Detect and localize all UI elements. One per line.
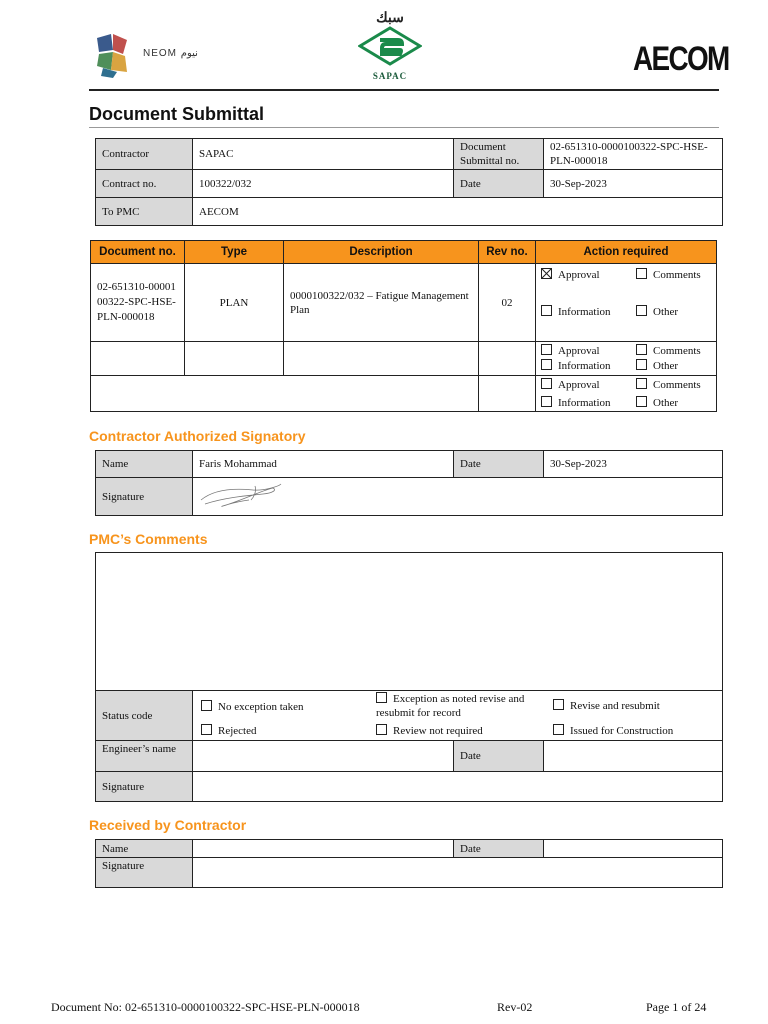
issued-for-construction-checkbox[interactable]: Issued for Construction xyxy=(553,724,673,737)
checkbox-icon xyxy=(376,724,387,735)
contractor-value: SAPAC xyxy=(193,139,454,170)
checkbox-icon xyxy=(636,344,647,355)
document-table xyxy=(90,240,717,412)
sapac-logo xyxy=(352,12,428,88)
checkbox-icon xyxy=(541,344,552,355)
checkbox-icon xyxy=(376,692,387,703)
checkbox-icon xyxy=(636,305,647,316)
received-name-label: Name xyxy=(96,840,193,858)
received-section-title: Received by Contractor xyxy=(89,817,247,833)
neom-logo xyxy=(93,30,243,80)
pmc-section-title: PMC’s Comments xyxy=(89,531,208,547)
row1-comments-checkbox[interactable]: Comments xyxy=(636,268,701,281)
footer-rev: Rev-02 xyxy=(497,1000,533,1014)
contractor-label: Contractor xyxy=(96,139,193,170)
received-date-field[interactable] xyxy=(544,840,723,858)
checkbox-icon xyxy=(541,396,552,407)
received-name-field[interactable] xyxy=(193,840,454,858)
checkbox-icon xyxy=(201,700,212,711)
footer-page: Page 1 of 24 xyxy=(646,1000,707,1014)
checkbox-icon xyxy=(541,359,552,370)
signatory-table xyxy=(95,450,723,516)
checkbox-icon xyxy=(541,378,552,389)
row1-other-checkbox[interactable]: Other xyxy=(636,305,678,318)
row1-rev: 02 xyxy=(479,264,536,342)
engineer-name-field[interactable] xyxy=(193,741,454,772)
neom-logo-text: NEOM نيوم xyxy=(143,48,198,59)
checkbox-icon xyxy=(553,699,564,710)
aecom-logo: AECOM xyxy=(633,40,729,78)
handwritten-signature xyxy=(193,478,293,512)
signatory-signature-label: Signature xyxy=(96,478,193,516)
row2-comments-checkbox[interactable]: Comments xyxy=(636,344,701,357)
signatory-name-label: Name xyxy=(96,451,193,478)
doc-submittal-value: 02-651310-0000100322-SPC-HSE-PLN-000018 xyxy=(544,139,723,170)
row1-type: PLAN xyxy=(185,264,284,342)
row1-doc-no: 02-651310-0000100322-SPC-HSE-PLN-000018 xyxy=(91,264,185,342)
to-pmc-value: AECOM xyxy=(193,198,723,226)
pmc-date-field[interactable] xyxy=(544,741,723,772)
pmc-signature-label: Signature xyxy=(96,772,193,802)
checkbox-icon xyxy=(636,268,647,279)
checkbox-icon xyxy=(553,724,564,735)
header-document-no: Document no. xyxy=(91,241,185,264)
exception-noted-checkbox[interactable]: Exception as noted revise and resubmit for record xyxy=(376,693,525,719)
date-label: Date xyxy=(454,170,544,198)
neom-emblem-icon xyxy=(93,30,131,80)
header-description: Description xyxy=(284,241,479,264)
header-action-required: Action required xyxy=(536,241,717,264)
pmc-date-label: Date xyxy=(454,741,544,772)
info-table xyxy=(95,138,723,226)
review-not-required-checkbox[interactable]: Review not required xyxy=(376,724,483,737)
contract-no-value: 100322/032 xyxy=(193,170,454,198)
sapac-arabic-text: سبك xyxy=(376,11,404,26)
row3-comments-checkbox[interactable]: Comments xyxy=(636,378,701,391)
row3-information-checkbox[interactable]: Information xyxy=(541,396,611,409)
signatory-date-label: Date xyxy=(454,451,544,478)
status-code-label: Status code xyxy=(96,691,193,741)
row2-approval-checkbox[interactable]: Approval xyxy=(541,344,600,357)
signatory-name-value: Faris Mohammad xyxy=(193,451,454,478)
revise-resubmit-checkbox[interactable]: Revise and resubmit xyxy=(553,699,660,712)
pmc-signature-field[interactable] xyxy=(193,772,723,802)
doc-submittal-label: Document Submittal no. xyxy=(454,139,544,170)
checkbox-icon xyxy=(636,378,647,389)
date-value: 30-Sep-2023 xyxy=(544,170,723,198)
received-date-label: Date xyxy=(454,840,544,858)
header-rev-no: Rev no. xyxy=(479,241,536,264)
title-rule xyxy=(89,127,719,128)
to-pmc-label: To PMC xyxy=(96,198,193,226)
signatory-date-value: 30-Sep-2023 xyxy=(544,451,723,478)
page-title: Document Submittal xyxy=(89,104,265,124)
engineer-name-label: Engineer’s name xyxy=(96,741,193,772)
row2-other-checkbox[interactable]: Other xyxy=(636,359,678,372)
pmc-comments-area[interactable] xyxy=(96,553,723,691)
row2-information-checkbox[interactable]: Information xyxy=(541,359,611,372)
checkbox-checked-icon xyxy=(541,268,552,279)
received-signature-label: Signature xyxy=(96,858,193,888)
received-signature-field[interactable] xyxy=(193,858,723,888)
signatory-signature-field xyxy=(193,478,723,516)
received-table xyxy=(95,839,723,888)
footer-doc-no: Document No: 02-651310-0000100322-SPC-HSE-PLN-000018 xyxy=(51,1000,360,1014)
row1-description: 0000100322/032 – Fatigue Management Plan xyxy=(284,264,479,342)
checkbox-icon xyxy=(636,359,647,370)
pmc-table xyxy=(95,552,723,802)
row3-approval-checkbox[interactable]: Approval xyxy=(541,378,600,391)
sapac-emblem-icon xyxy=(358,26,422,66)
checkbox-icon xyxy=(636,396,647,407)
rejected-checkbox[interactable]: Rejected xyxy=(201,724,256,737)
row1-approval-checkbox[interactable]: Approval xyxy=(541,268,600,281)
signatory-section-title: Contractor Authorized Signatory xyxy=(89,428,306,444)
header-rule xyxy=(89,89,719,91)
header-type: Type xyxy=(185,241,284,264)
checkbox-icon xyxy=(541,305,552,316)
sapac-label: SAPAC xyxy=(372,71,408,81)
checkbox-icon xyxy=(201,724,212,735)
row1-information-checkbox[interactable]: Information xyxy=(541,305,611,318)
contract-no-label: Contract no. xyxy=(96,170,193,198)
no-exception-checkbox[interactable]: No exception taken xyxy=(201,700,304,713)
row3-other-checkbox[interactable]: Other xyxy=(636,396,678,409)
